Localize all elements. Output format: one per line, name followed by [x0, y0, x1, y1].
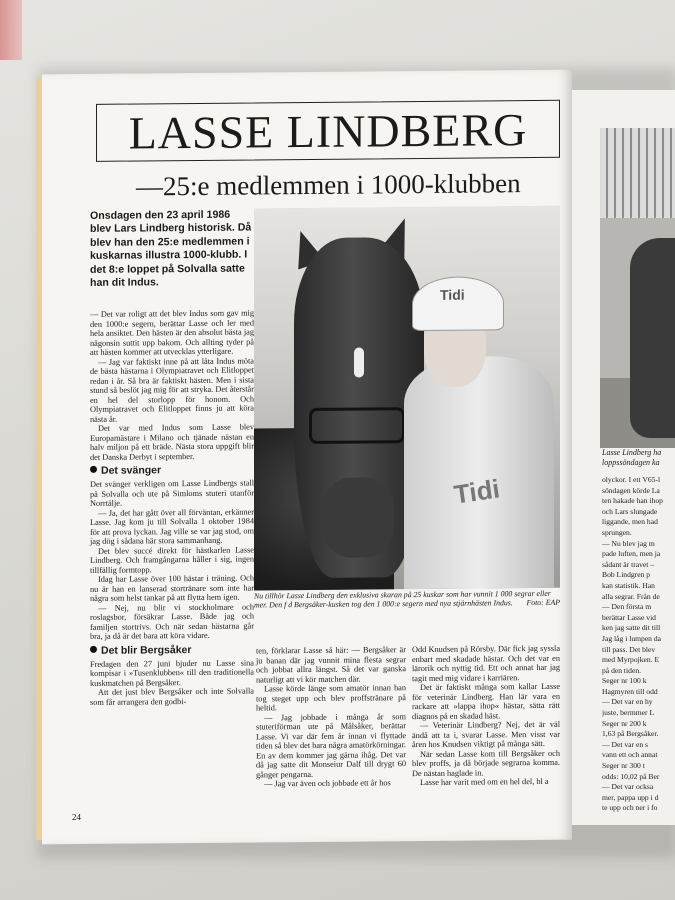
paragraph: Det är faktiskt många som kallar Lasse för veterinär Lindberg. Han lär vara en rackare att »lappa ihop« hästar, sätta rätt diagnos på en skadad häst.	[412, 681, 560, 721]
article-lead: Onsdagen den 23 april 1986 blev Lars Lindberg historisk. Då blev han den 25:e medlemmen i kuskarnas illustra 1000-klubb. I det 8:e loppet på Solvalla satte han dit Indus.	[90, 208, 252, 289]
article-photo	[254, 206, 560, 591]
next-page-line: till pass. Det blev	[602, 644, 656, 654]
fence-graphic	[600, 128, 675, 218]
bullet-icon	[90, 645, 97, 652]
paragraph: När sedan Lasse kom till Bergsåker och blev proffs, ja då började segrarna komma. De nästan haglade in.	[412, 748, 560, 778]
next-page-line: Seger nr 200 k	[602, 718, 647, 728]
next-page-line: juste, bermmer L	[602, 708, 655, 718]
caption-text: Nu tillhör Lasse Lindberg den exklusiva skaran på 25 kuskar som har vunnit 1 000 segrar eller mer. Den f d Bergsåker-kusken tog den 1 000:e segern med nya stjärnhästen Indus.	[254, 588, 551, 610]
col3-paragraphs	[412, 644, 560, 788]
col2-paragraphs	[256, 645, 406, 789]
paragraph: Lasse körde länge som amatör innan han tog steget upp och blev proffstränare på heltid.	[256, 683, 406, 713]
paragraph: — Nej, nu blir vi stockholmare och roslagsbor, försäkrar Lasse. Både jag och familjen stortrivs. Och när sedan hästarna går bra, ja då är det bara att köra vidare.	[90, 601, 254, 641]
section-heading-det-svanger	[90, 463, 254, 477]
next-page-line: — Den första m	[602, 602, 652, 612]
photo-caption	[254, 589, 560, 610]
column-3	[412, 644, 560, 788]
paragraph: Det blev succé direkt för hästkarlen Lasse Lindberg. Och framgångarna håller i sig, ingen tillfällig formtopp.	[90, 544, 254, 575]
article-title: LASSE LINDBERG	[128, 104, 528, 159]
next-page-line: odds: 10,02 på Ber	[602, 771, 660, 781]
next-page-line: och Lars slungade	[602, 506, 658, 516]
next-page-line: pade luften, men ja	[602, 549, 661, 559]
next-page-line: sprungen.	[602, 527, 632, 537]
next-page-line: Jag låg i lumpen da	[602, 633, 662, 643]
column-2	[256, 645, 406, 789]
section2-paragraphs	[90, 658, 254, 707]
paragraph: — Ja, det har gått över all förväntan, erkänner Lasse. Jag kom ju till Solvalla 1 oktober 1984 för att prova lyckan. Jag ville se var jag stod, om jag dög i sådana här stora sammanhang.	[90, 506, 254, 546]
paragraph: Att det just blev Bergsåker och inte Solvalla som får arrangera den godbi-	[90, 686, 254, 707]
next-page-text	[602, 475, 675, 814]
column-1	[90, 308, 254, 706]
next-page-line: berättar Lasse vid	[602, 612, 656, 622]
next-page-line: liggande, men had	[602, 517, 658, 527]
next-page-line: på den tiden.	[602, 665, 642, 675]
next-page-line: te upp och ner i fo	[602, 803, 658, 813]
paragraph: Idag har Lasse över 100 hästar i träning. Och nu är han en lanserad stortränare som inte har några som helst tankar på att flytta hem igen.	[90, 573, 254, 603]
driver-figure-graphic	[630, 238, 675, 438]
next-page-line: kan statistik. Han	[602, 580, 655, 590]
horse-bridle	[309, 407, 405, 444]
paragraph: — Det var roligt att det blev Indus som gav mig den 1000:e segern, berättar Lasse och ler med hela ansiktet. Den hästen är den absolut bästa jag någonsin suttit upp bakom. Och allting tyder på att hästen kommer att utvecklas ytterligare.	[90, 308, 254, 357]
section-heading-text: Det svänger	[101, 464, 162, 477]
next-page	[570, 90, 675, 825]
paragraph: — Jag var även och jobbade ett år hos	[264, 778, 391, 789]
next-page-line: Hagmyren till odd	[602, 686, 658, 696]
next-page-photo	[600, 128, 675, 448]
paragraph: — Veterinär Lindberg? Nej, det är väl ändå att ta i, svarar Lasse. Men visst var åren hos Knudsen viktigt på många sätt.	[412, 719, 560, 750]
paragraph: — Jag var faktiskt inne på att låta Indus möta de bästa hästarna i Olympiatravet och Elitloppet redan i år. Så bra är faktiskt hästen. Men i sista stund så beslöt jag mig för att stryka. Det återstår en hel del storlopp för honom. Och Olympiatravet och Elitloppet finns ju att köra nästa år.	[90, 355, 254, 424]
paragraph: Lasse har varit med om en hel del, bl a	[420, 776, 549, 788]
next-page-line: mer, pappa upp i d	[602, 792, 659, 802]
next-page-line: — Det var en hy	[602, 697, 653, 707]
next-page-line: ten hakade han ihop	[602, 496, 663, 506]
next-page-line: Seger nr 100 k	[602, 676, 647, 686]
paragraph: Det var med Indus som Lasse blev Europamästare i Milano och tjänade nästan en halv miljon på ett bräde. Nästa stora uppgift blir det Danska Derbyt i september.	[90, 422, 254, 462]
col1-paragraphs	[90, 308, 254, 461]
horse-blaze	[354, 348, 364, 378]
next-page-line: sådant är travet –	[602, 559, 655, 569]
next-page-line: — Det var en s	[602, 739, 648, 749]
article-subtitle: —25:e medlemmen i 1000-klubben	[136, 168, 521, 202]
next-page-line: vann ett och annat	[602, 750, 658, 760]
next-page-caption: Lasse Lindberg ha loppssöndagen ka	[602, 448, 662, 467]
paragraph: Fredagen den 27 juni bjuder nu Lasse sina kompisar i »Tusenklubben« till den traditionella kuskmatchen på Bergsåker.	[90, 657, 254, 688]
next-page-line: söndagen körde La	[602, 485, 660, 495]
next-page-line: Seger nr 300 t	[602, 761, 645, 771]
page-number: 24	[72, 811, 81, 823]
title-box	[96, 100, 560, 162]
next-page-line: med Myrpojken. E	[602, 655, 660, 665]
horse-muzzle	[322, 477, 394, 558]
chest-logo: Tidi	[452, 473, 502, 510]
magazine-page	[42, 70, 572, 845]
next-page-line: olyckor. I ett V65-l	[602, 475, 661, 484]
bullet-icon	[90, 466, 97, 473]
section1-paragraphs	[90, 478, 254, 641]
next-page-line: — Nu blev jag m	[602, 538, 655, 548]
driver-helmet	[412, 276, 504, 331]
next-page-line: 1,63 på Bergsåker.	[602, 729, 659, 739]
section-heading-text: Det blir Bergsåker	[101, 643, 192, 657]
photo-credit: Foto: EAP	[526, 598, 560, 608]
next-page-line: Bob Lindgren p	[602, 570, 651, 580]
next-page-line: — Det var ocksa	[602, 782, 654, 792]
next-page-line: ken jag satte dit till	[602, 623, 661, 633]
driver-body	[404, 356, 554, 589]
next-page-line: alla segrar. Från de	[602, 591, 660, 601]
section-heading-det-blir-bergsaker	[90, 643, 254, 657]
helmet-logo: Tidi	[440, 286, 465, 303]
paragraph: — Jag jobbade i många år som stuteriförman ute på Målsåker, berättar Lasse. Vi var där fem år innan vi flyttade tiden så blev det bara några amatörkörningar. En av dem kommer jag gärna ihåg. Det var då jag satte dit Monseiur Dalf till drygt 60 gånger pengarna.	[256, 711, 406, 779]
paragraph: Odd Knudsen på Rörsby. Där fick jag syssla enbart med skadade hästar. Och det var en lärorik och nyttig tid. Ett och annat har jag tagit med mig vidare i karriären.	[412, 643, 560, 683]
red-object-corner	[0, 0, 22, 60]
paragraph: ten, förklarar Lasse så här: — Bergsåker är ju banan där jag vunnit mina flesta segrar och jobbat allra längst. Så det var ganska naturligt att vi kör matchen där.	[256, 645, 406, 684]
paragraph: Det svänger verkligen om Lasse Lindbergs stall på Solvalla och ute på Simloms stuteri utanför Norrtälje.	[90, 478, 254, 508]
